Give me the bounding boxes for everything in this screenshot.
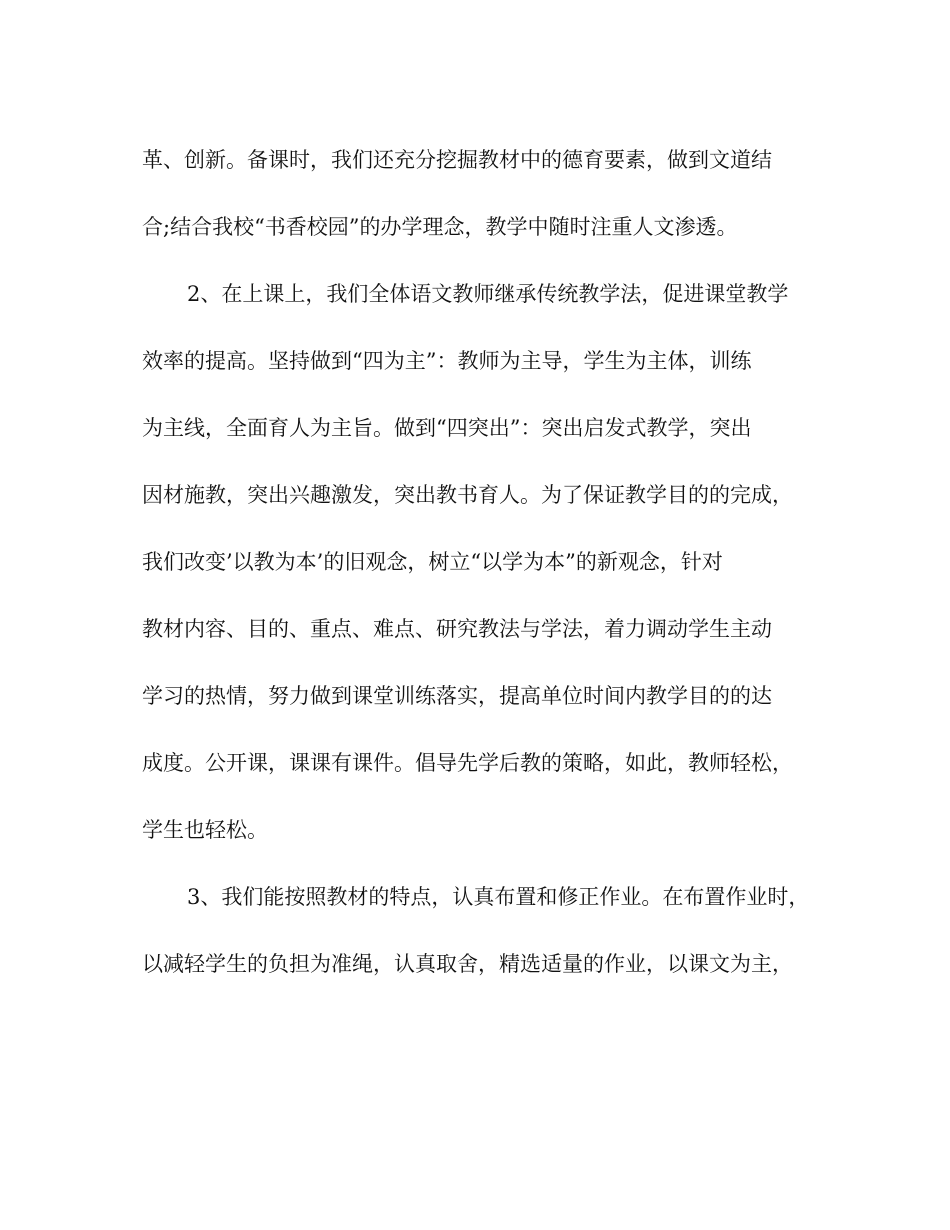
text-line-6: 因材施教，突出兴趣激发，突出教书育人。为了保证教学目的的完成， [142,483,793,507]
text-line-13: 以减轻学生的负担为准绳，认真取舍，精选适量的作业，以课文为主， [142,952,793,976]
text-line-9: 学习的热情，努力做到课堂训练落实，提高单位时间内教学目的的达 [142,684,772,708]
paragraph-3-first-line: 3、我们能按照教材的特点，认真布置和修正作业。在布置作业时， [187,885,810,909]
text-line-1: 革、创新。备课时，我们还充分挖掘教材中的德育要素，做到文道结 [142,148,772,172]
text-line-11: 学生也轻松。 [142,818,268,842]
text-line-2: 合;结合我校“书香校园”的办学理念，教学中随时注重人文渗透。 [142,215,738,239]
text-line-8: 教材内容、目的、重点、难点、研究教法与学法，着力调动学生主动 [142,617,772,641]
text-line-7: 我们改变’以教为本’的旧观念，树立“以学为本”的新观念，针对 [142,550,723,574]
text-line-10: 成度。公开课，课课有课件。倡导先学后教的策略，如此，教师轻松， [142,751,793,775]
paragraph-2-first-line: 2、在上课上，我们全体语文教师继承传统教学法，促进课堂教学 [187,282,789,306]
text-line-4: 效率的提高。坚持做到“四为主”：教师为主导，学生为主体，训练 [142,349,752,373]
text-line-5: 为主线，全面育人为主旨。做到“四突出”：突出启发式教学，突出 [142,416,752,440]
